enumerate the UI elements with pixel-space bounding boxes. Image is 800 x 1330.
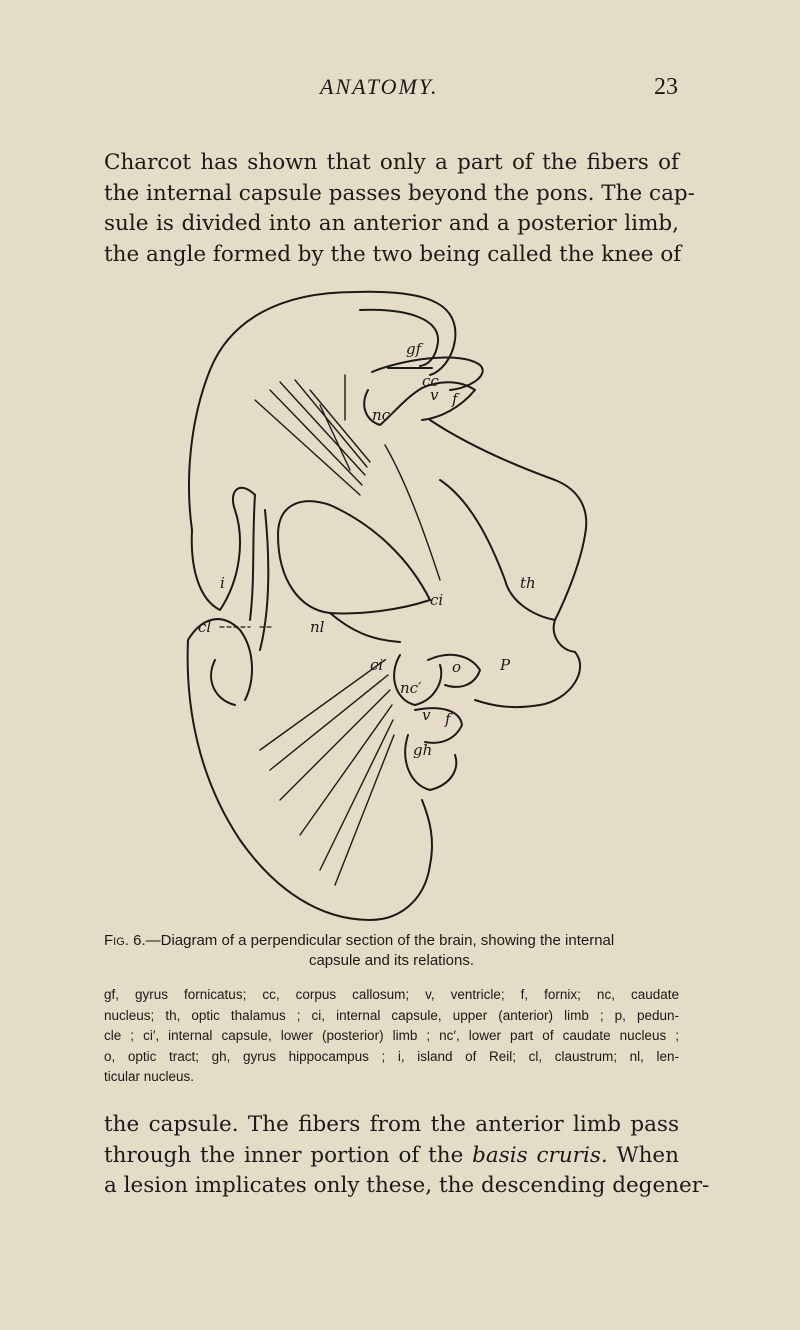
thalamus-outline <box>430 420 586 652</box>
text-segment: through the inner portion of the <box>104 1142 473 1168</box>
label-nl: nl <box>310 618 325 636</box>
label-th: th <box>520 574 536 592</box>
label-i: i <box>220 574 225 592</box>
legend-line: nucleus; th, optic thalamus ; ci, internal capsule, upper (anterior) limb ; p, pedun- <box>104 1007 679 1023</box>
fiber-line <box>270 675 388 770</box>
text-line-mixed <box>104 1141 679 1172</box>
internal-capsule-line <box>385 445 440 580</box>
figure-legend <box>104 985 679 1088</box>
label-ci: ci <box>430 591 444 609</box>
legend-line: cle ; ci′, internal capsule, lower (posterior) limb ; nc′, lower part of caudate nucleus ; <box>104 1028 679 1043</box>
caption-title-line2: capsule and its relations. <box>308 952 475 969</box>
label-gf: gf <box>406 340 422 358</box>
caption-title <box>104 931 679 951</box>
lenticular-nucleus <box>278 501 430 613</box>
caption-title-line1: —Diagram of a perpendicular section of the brain, showing the internal <box>145 932 615 949</box>
page-number: 23 <box>654 74 678 100</box>
outer-contour <box>189 292 355 530</box>
figure-caption <box>104 931 679 971</box>
label-gh: gh <box>413 741 433 759</box>
label-f-top: f <box>452 390 458 408</box>
legend-line: o, optic tract; gh, gyrus hippocampus ; i, island of Reil; cl, claustrum; nl, len- <box>104 1048 679 1064</box>
label-nc: nc <box>372 406 391 424</box>
fiber-line <box>320 720 393 870</box>
fiber-line <box>255 400 360 495</box>
hippocampus-lower <box>370 800 432 920</box>
label-nc-prime: nc′ <box>400 679 422 697</box>
lower-capsule <box>330 613 400 642</box>
legend-line: gf, gyrus fornicatus; cc, corpus callosum; v, ventricle; f, fornix; nc, caudate <box>104 987 679 1002</box>
label-v-top: v <box>430 386 439 404</box>
label-v-bottom: v <box>422 706 431 724</box>
text-line: the capsule. The fibers from the anterior limb pass <box>104 1112 679 1137</box>
claustrum-lower <box>260 510 268 650</box>
label-f-bottom: f <box>445 710 451 728</box>
italic-term: basis cruris. <box>472 1142 608 1168</box>
fiber-line <box>270 390 362 485</box>
claustrum-upper <box>250 495 255 620</box>
text-line: the angle formed by the two being called the knee of <box>104 241 682 267</box>
text-segment: When <box>607 1142 680 1168</box>
figure-label: Fig. 6. <box>104 932 146 949</box>
text-line: the internal capsule passes beyond the pons. The cap- <box>104 180 695 206</box>
gyrus-fornicatus-inner <box>360 310 438 366</box>
text-line: sule is divided into an anterior and a posterior limb, <box>104 211 679 236</box>
body-paragraph-top <box>104 148 695 270</box>
text-line: a lesion implicates only these, the descending degener- <box>104 1173 710 1198</box>
fiber-line <box>310 390 370 462</box>
running-title: ANATOMY. <box>320 74 439 99</box>
lower-lateral-fold-2 <box>211 660 235 705</box>
label-p: P <box>500 656 511 674</box>
page-header <box>108 74 678 114</box>
label-cc: cc <box>422 372 439 390</box>
label-cl: cl <box>198 618 212 636</box>
thalamus-inner <box>440 480 555 620</box>
fiber-line <box>280 690 390 800</box>
fiber-line <box>260 660 385 750</box>
label-o: o <box>452 658 462 676</box>
label-ci-prime: ci′ <box>370 656 387 674</box>
brain-section-figure <box>160 280 630 925</box>
brain-diagram <box>160 280 630 925</box>
fiber-line <box>335 735 394 885</box>
body-paragraph-bottom <box>104 1110 710 1202</box>
text-line: Charcot has shown that only a part of the fibers of <box>104 150 679 175</box>
peduncle <box>475 652 580 707</box>
legend-line: ticular nucleus. <box>104 1069 195 1084</box>
outer-contour-lower <box>188 640 370 920</box>
